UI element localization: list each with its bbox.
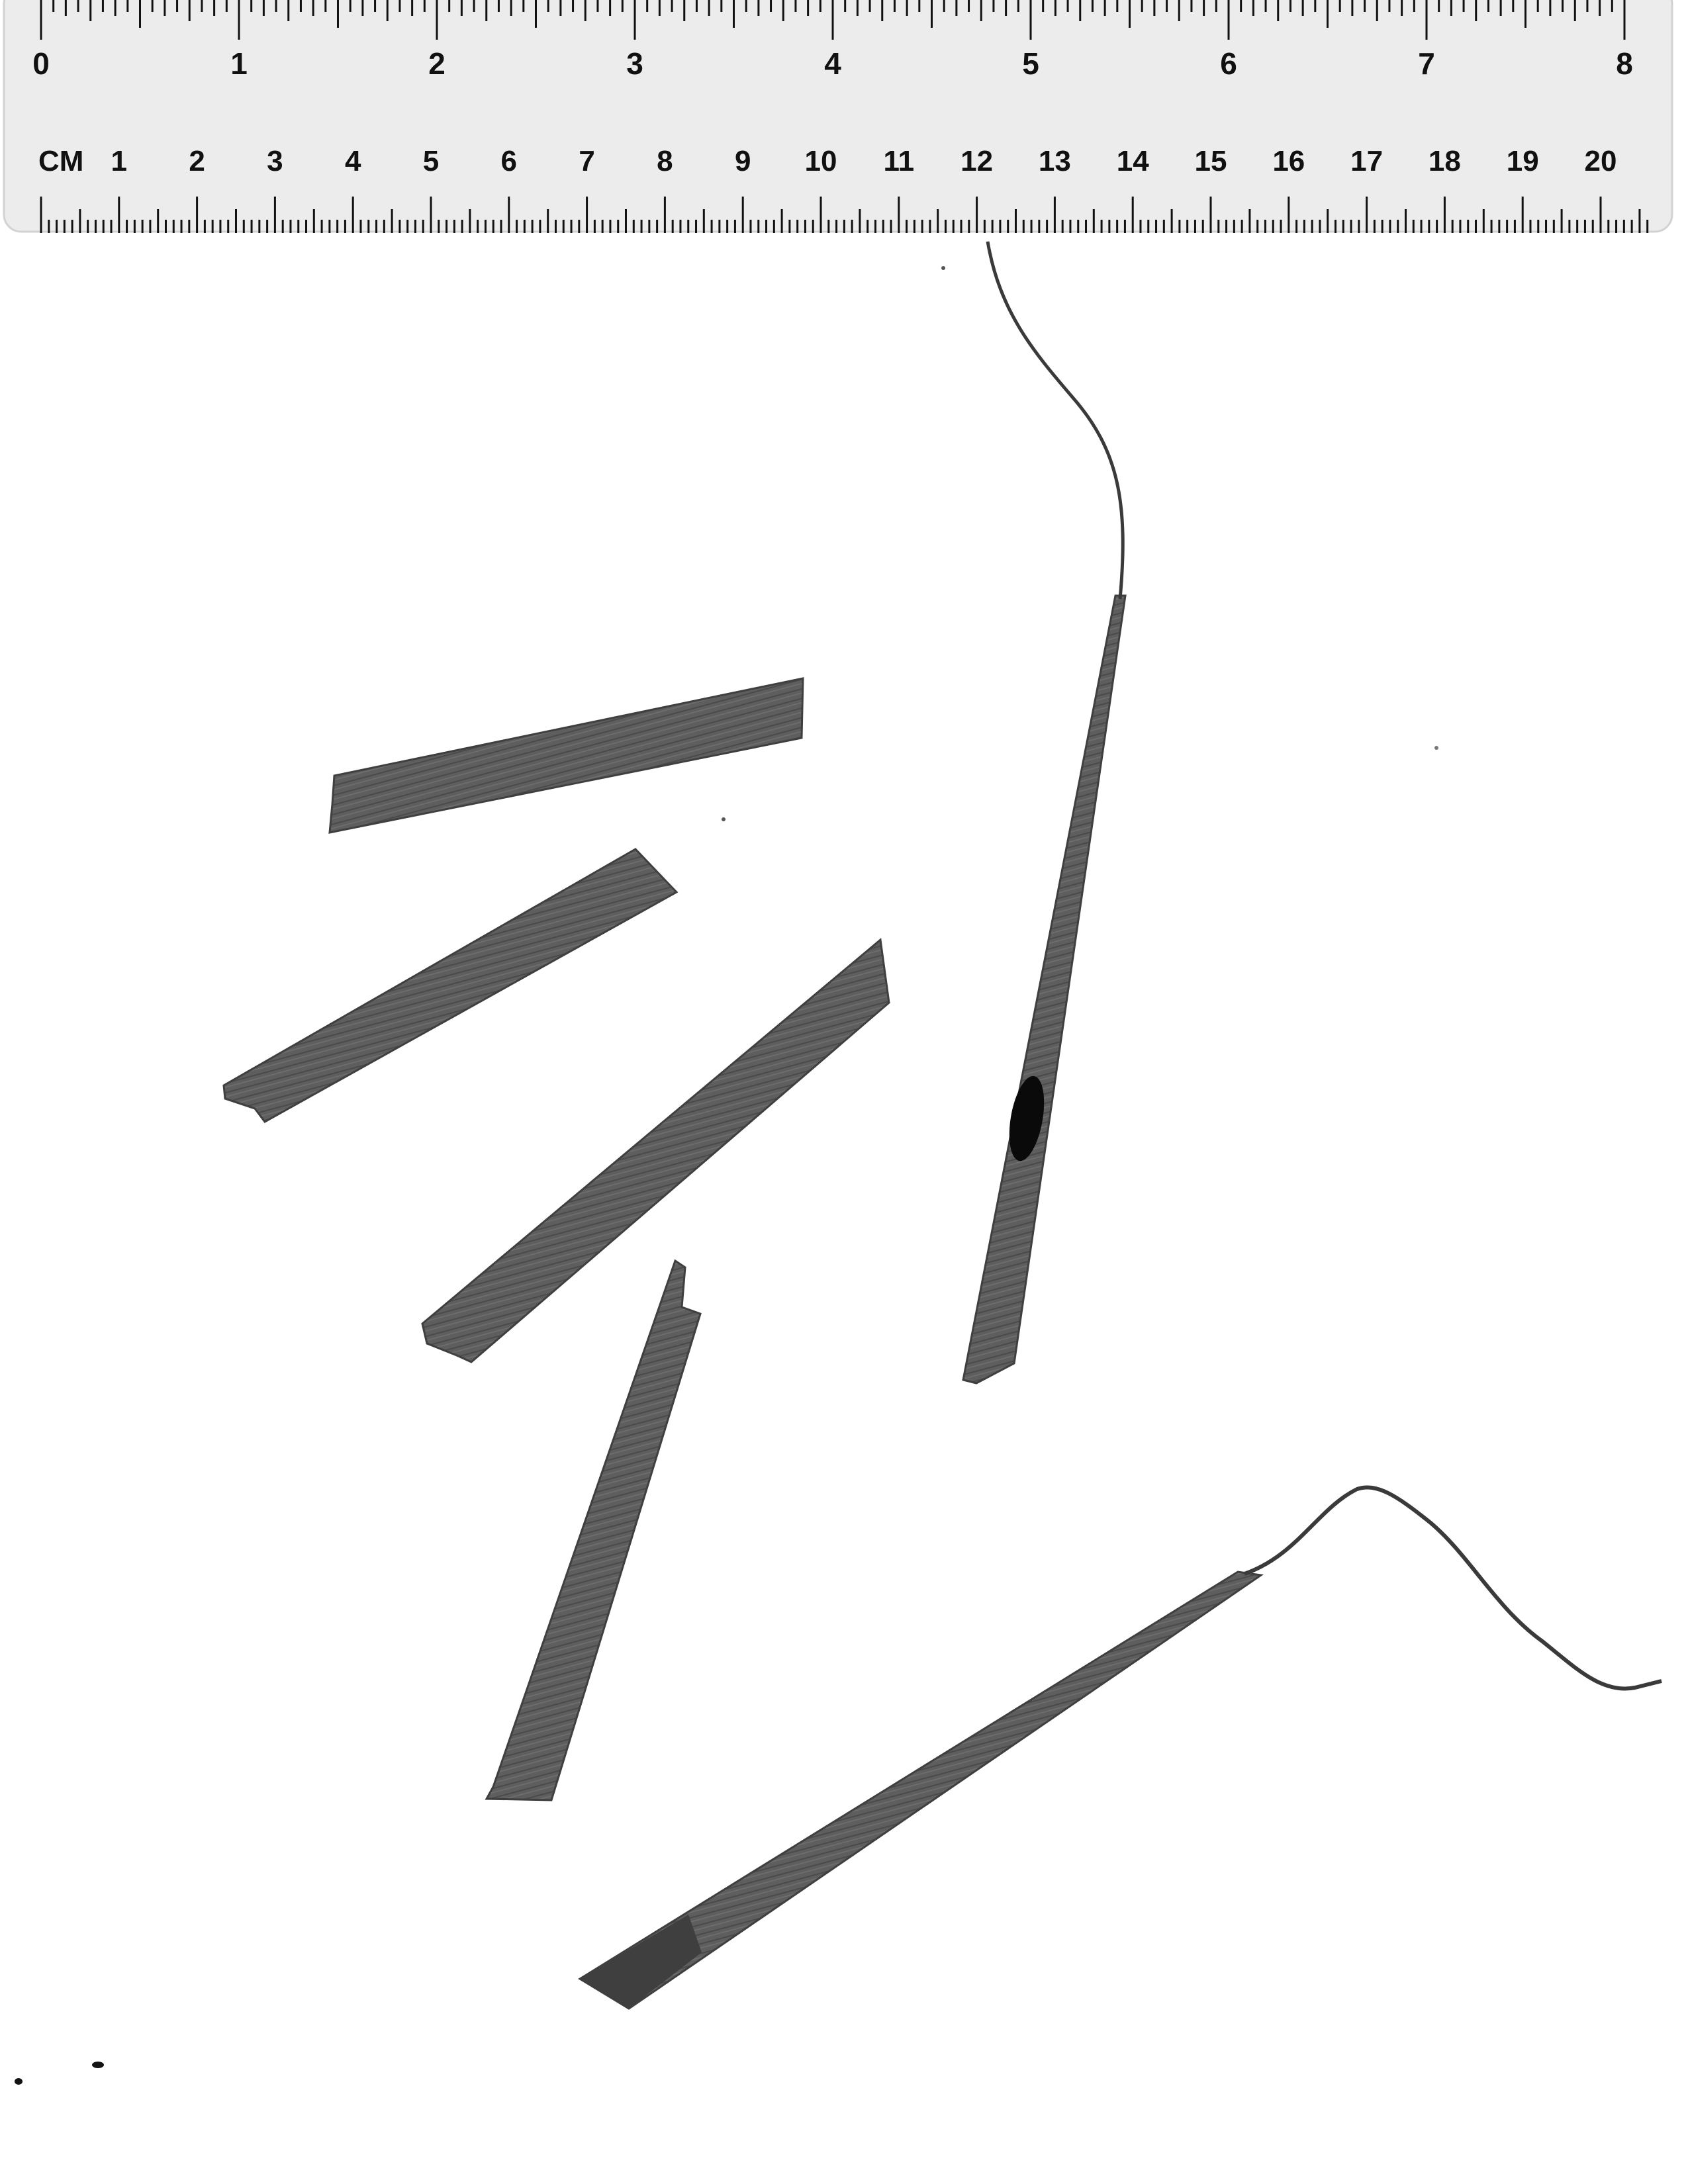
inch-label: 4 (824, 46, 841, 81)
cm-label: 17 (1350, 145, 1383, 177)
inch-label: 1 (230, 46, 248, 81)
cm-label: 8 (657, 145, 673, 177)
scale-ruler (4, 0, 1672, 233)
dust-speck (1434, 746, 1438, 750)
cm-unit-label: CM (38, 145, 84, 177)
ruler-body (4, 0, 1672, 232)
cm-label: 13 (1038, 145, 1071, 177)
dust-speck (15, 2078, 23, 2085)
inch-label: 0 (32, 46, 50, 81)
inch-label: 2 (428, 46, 445, 81)
inch-label: 8 (1616, 46, 1633, 81)
cm-label: 4 (344, 145, 361, 177)
cm-label: 7 (579, 145, 595, 177)
cm-label: 2 (189, 145, 205, 177)
cm-label: 6 (500, 145, 518, 177)
cm-label: 20 (1584, 145, 1617, 177)
cm-label: 14 (1116, 145, 1149, 177)
cm-label: 9 (734, 145, 751, 177)
dust-speck (722, 817, 726, 821)
cm-label: 11 (883, 145, 915, 177)
inch-label: 7 (1418, 46, 1435, 81)
dust-speck (92, 2062, 104, 2068)
dust-speck (941, 266, 945, 270)
cm-label: 16 (1272, 145, 1305, 177)
cm-label: 18 (1428, 145, 1461, 177)
cm-label: 3 (267, 145, 283, 177)
cm-label: 19 (1506, 145, 1539, 177)
cm-label: 12 (961, 145, 994, 177)
cm-label: 15 (1194, 145, 1227, 177)
inch-label: 3 (626, 46, 643, 81)
cm-label: 10 (804, 145, 837, 177)
cm-label: 5 (422, 145, 440, 177)
cm-label: 1 (111, 145, 128, 177)
inch-label: 5 (1022, 46, 1039, 81)
inch-label: 6 (1220, 46, 1237, 81)
